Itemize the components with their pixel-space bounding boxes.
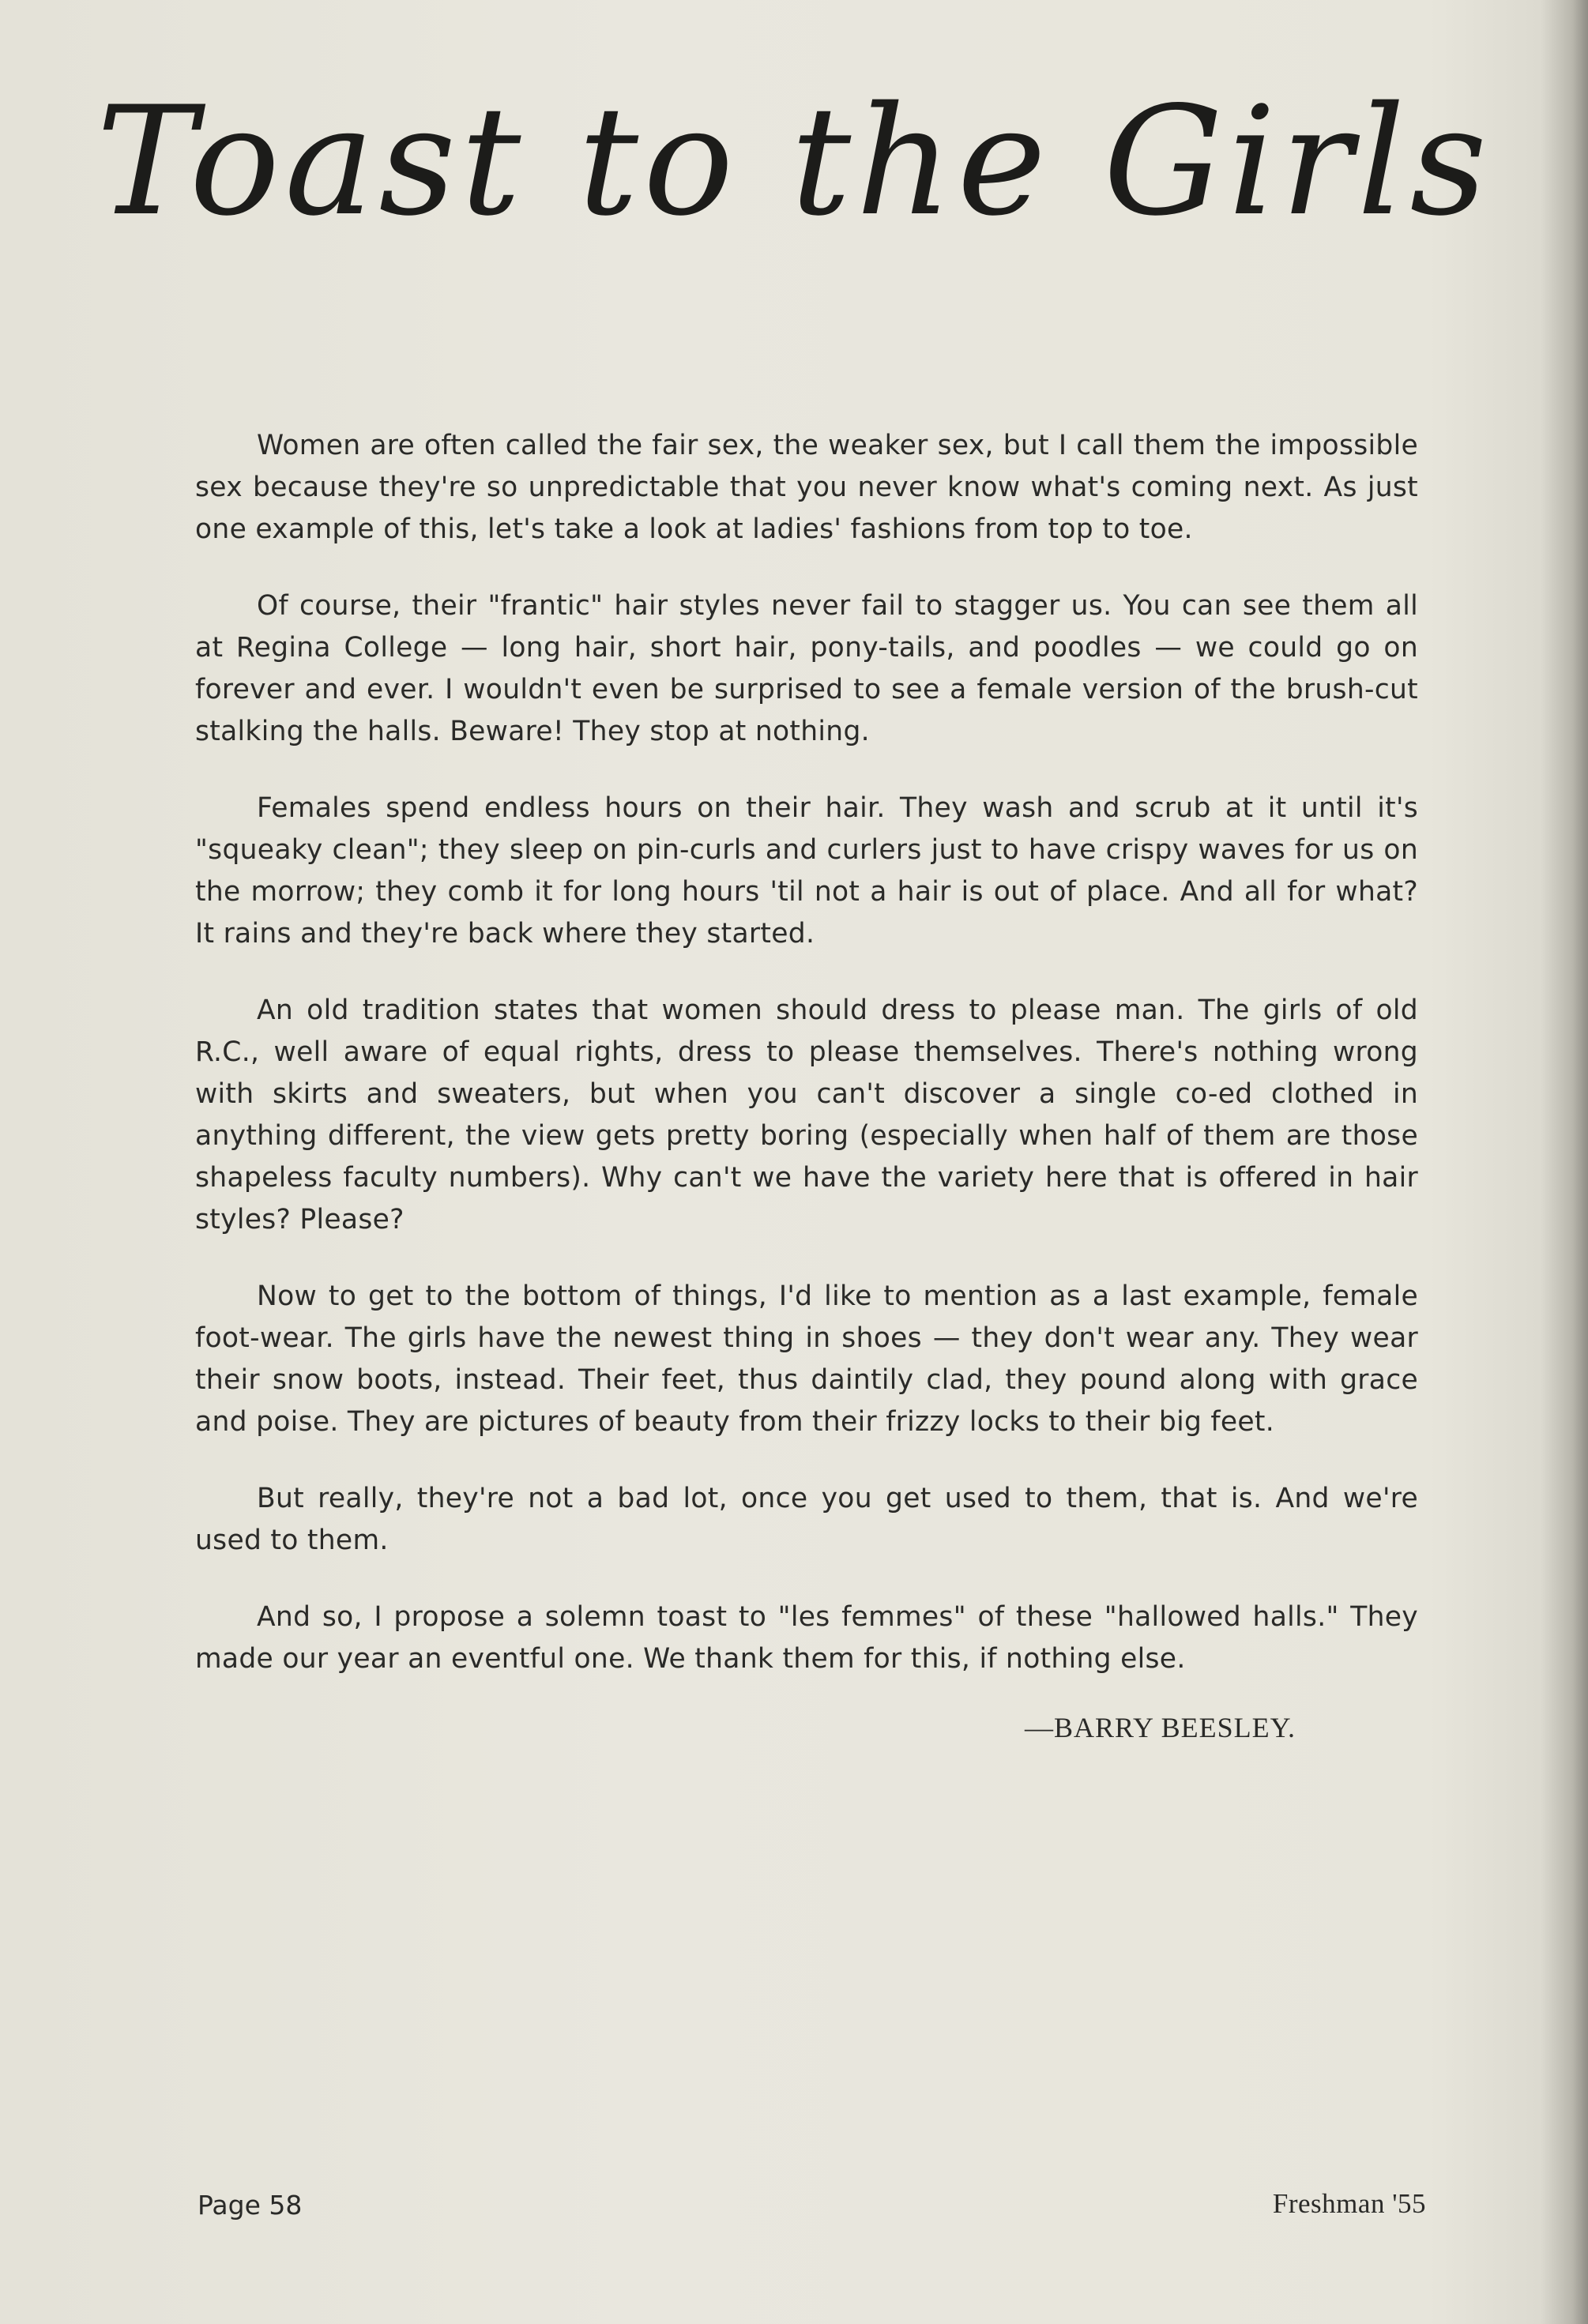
paragraph: An old tradition states that women should dress to please man. The girls of old R.C., well aware of equal rights, dress to please themselves. There's nothing wrong with skirts and sweaters, but when you can't discover a single co-ed clothed in anything different, the view gets pretty boring (especially when half of them are those shapeless faculty numbers). Why can't we have the variety here that is offered in hair styles? Please? [195,995,1418,1235]
article-body [195,425,1418,1715]
paragraph: Females spend endless hours on their hair. They wash and scrub at it until it's "squeaky clean"; they sleep on pin-curls and curlers just to have crispy waves for us on the morrow; they comb it for long hours 'til not a hair is out of place. And all for what? It rains and they're back where they started. [195,792,1418,950]
paragraph: And so, I propose a solemn toast to "les femmes" of these "hallowed halls." They made our year an eventful one. We thank them for this, if nothing else. [195,1601,1418,1675]
author-byline: —BARRY BEESLEY. [1024,1712,1296,1743]
paragraph: Of course, their "frantic" hair styles never fail to stagger us. You can see them all at Regina College — long hair, short hair, pony-tails, and poodles — we could go on forever and ever. I wouldn't even be surprised to see a female version of the brush-cut stalking the halls. Beware! They stop at nothing. [195,590,1418,747]
paragraph: Women are often called the fair sex, the weaker sex, but I call them the impossible sex because they're so unpredictable that you never know what's coming next. As just one example of this, let's take a look at ladies' fashions from top to toe. [195,430,1418,545]
paragraph: But really, they're not a bad lot, once you get used to them, that is. And we're used to them. [195,1483,1418,1556]
publication-name: Freshman '55 [1272,2188,1426,2219]
page-number: Page 58 [198,2190,303,2221]
page-title: Toast to the Girls [96,74,1492,249]
paragraph: Now to get to the bottom of things, I'd like to mention as a last example, female foot-wear. The girls have the newest thing in shoes — they don't wear any. They wear their snow boots, instead. Their feet, thus daintily clad, they pound along with grace and poise. They are pictures of beauty from their frizzy locks to their big feet. [195,1280,1418,1438]
